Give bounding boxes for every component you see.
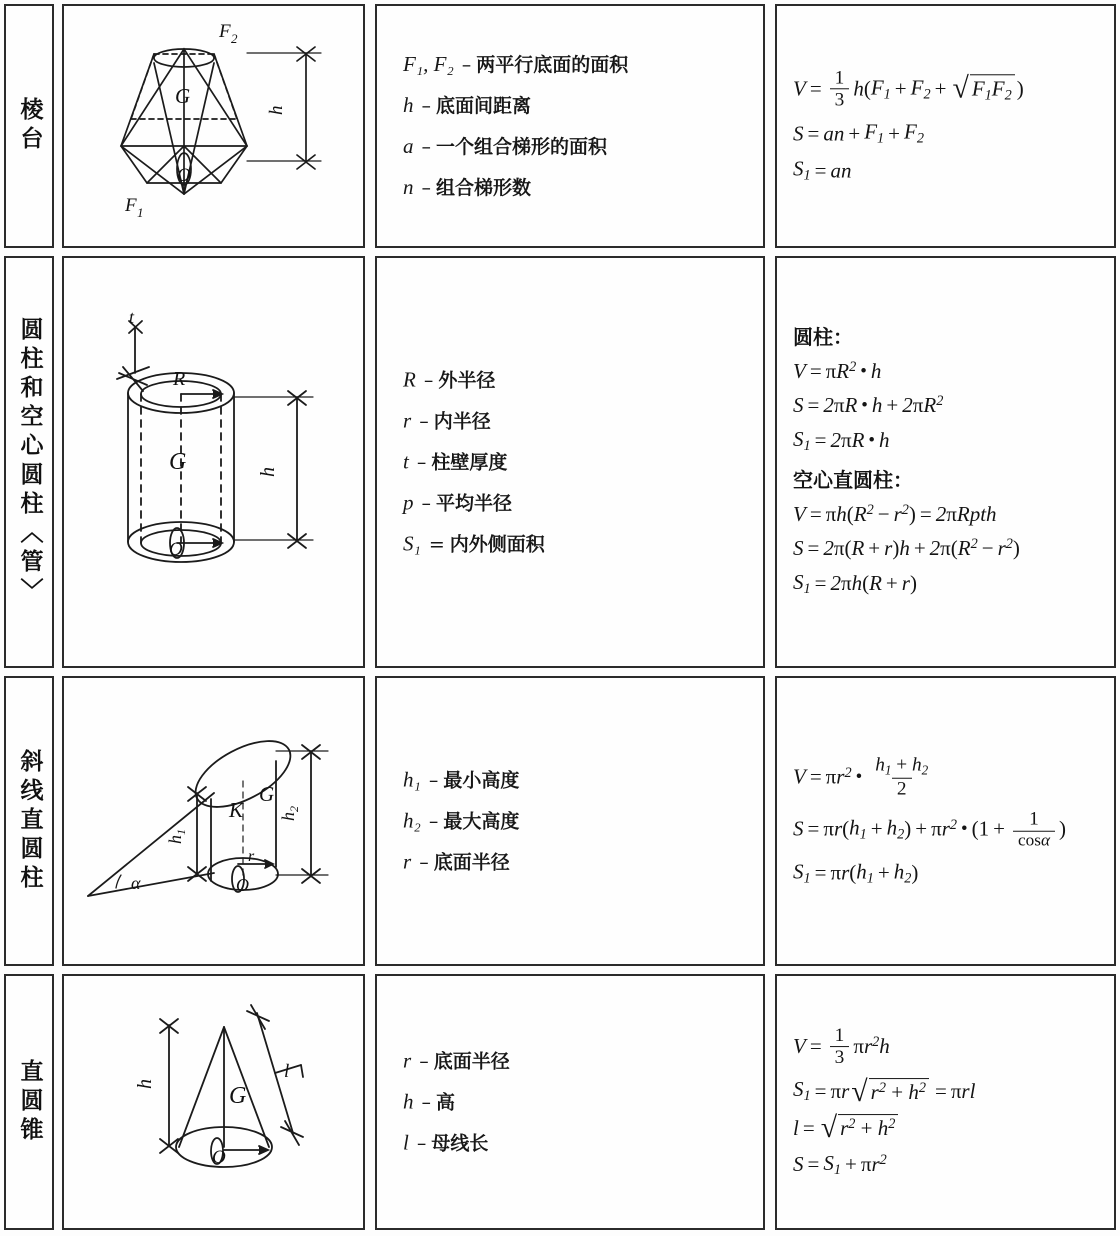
svg-text:O: O: [168, 539, 183, 560]
svg-text:G: G: [174, 84, 190, 108]
formula-list: [793, 746, 1106, 897]
formula-list: [793, 1016, 1106, 1188]
svg-text:h: h: [265, 105, 287, 115]
svg-text:O: O: [176, 165, 191, 186]
svg-text:α: α: [131, 872, 141, 893]
row-name-label: 直圆锥: [16, 1058, 43, 1146]
table-row: [0, 256, 1120, 668]
formula-list: [793, 58, 1106, 193]
formula-line: S = $S_1$ + π $r^2$: [793, 1150, 887, 1178]
row-formulas-cell: [775, 4, 1116, 248]
definition-text: 最大高度: [443, 810, 520, 833]
definition-item: r – 底面半径: [403, 849, 510, 874]
svg-text:K: K: [229, 797, 244, 822]
formula-line: l = √ $r^2 + h^2$: [793, 1115, 1106, 1142]
svg-text:O: O: [236, 874, 249, 895]
hollow-cylinder-figure: [64, 258, 363, 666]
row-definitions-cell: [375, 676, 765, 966]
svg-text:R: R: [172, 368, 185, 390]
formula-line: $S_1$ = π r ( $h_1$ + $h_2$ ): [793, 859, 919, 887]
definition-item: h₂ – 最大高度: [403, 808, 520, 833]
definition-text: 两平行底面的面积: [476, 54, 629, 77]
svg-text:2: 2: [230, 31, 237, 46]
svg-text:t: t: [128, 307, 134, 327]
formula-line: $S_1$ = 2πh ( R + r ): [793, 570, 917, 597]
row-definitions-cell: [375, 4, 765, 248]
definition-symbol: S₁: [403, 531, 421, 556]
definition-text: 底面半径: [433, 1050, 510, 1073]
definition-item: R – 外半径: [403, 367, 496, 392]
definition-item: l – 母线长: [403, 1130, 489, 1155]
row-figure-cell: [62, 676, 365, 966]
definition-item: p – 平均半径: [403, 490, 513, 515]
definition-symbol: p: [403, 490, 414, 515]
table-row: [0, 676, 1120, 966]
formula-list: [793, 317, 1106, 607]
row-figure-cell: [62, 4, 365, 248]
definition-item: h – 底面间距离: [403, 93, 532, 118]
svg-text:h2: $h_2$: [278, 805, 301, 821]
formula-line: V = π $R^2$ • h: [793, 359, 882, 384]
definition-item: t – 柱壁厚度: [403, 449, 508, 474]
definition-symbol: F₁, F₂: [403, 52, 454, 77]
formula-line: V = π h ( $R^2$ − $r^2$ ) = 2πRpth: [793, 502, 997, 526]
row-name-label: 棱台: [16, 97, 43, 155]
frustum-of-pyramid-figure: [64, 6, 363, 246]
definition-symbol: l: [403, 1130, 409, 1155]
definition-symbol: h₁: [403, 767, 421, 792]
row-figure-cell: [62, 974, 365, 1230]
definition-item: n – 组合梯形数: [403, 174, 532, 199]
definition-symbol: a: [403, 134, 414, 158]
row-definitions-cell: [375, 974, 765, 1230]
row-name-cell: [4, 4, 54, 248]
definition-text: 内半径: [433, 410, 491, 433]
definition-text: 底面间距离: [436, 95, 532, 118]
right-cone-figure: [64, 976, 363, 1228]
row-definitions-cell: [375, 256, 765, 668]
formula-line: $S_1$ = 2πR • h: [793, 427, 890, 454]
svg-text:G: G: [259, 781, 275, 806]
definition-text: 一个组合梯形的面积: [436, 136, 608, 158]
svg-text:G: G: [168, 449, 186, 475]
definition-text: 平均半径: [436, 492, 513, 515]
formula-line: $S_1$ = π r √ $r^2 + h^2$ = π rl: [793, 1074, 976, 1108]
definition-symbol: t: [403, 449, 409, 474]
svg-text:h: h: [133, 1078, 156, 1089]
svg-text:O: O: [211, 1146, 226, 1168]
definition-item: F₁, F₂ – 两平行底面的面积: [403, 52, 629, 77]
formula-heading: 圆柱：: [793, 325, 853, 350]
definition-text: 内外侧面积: [449, 533, 545, 556]
row-figure-cell: [62, 256, 365, 668]
svg-text:1: 1: [136, 205, 143, 220]
svg-text:G: G: [228, 1082, 246, 1109]
definition-item: a – 一个组合梯形的面积: [403, 134, 608, 158]
definition-list: [403, 360, 753, 565]
row-formulas-cell: [775, 256, 1116, 668]
svg-text:r: r: [248, 847, 255, 865]
definition-text: 柱壁厚度: [431, 451, 508, 474]
svg-text:h: h: [256, 467, 279, 477]
table-row: [0, 974, 1120, 1230]
row-name-cell: [4, 974, 54, 1230]
row-formulas-cell: [775, 974, 1116, 1230]
definition-text: 底面半径: [433, 851, 510, 874]
svg-text:l: l: [283, 1060, 289, 1082]
formula-heading: 空心直圆柱：: [793, 468, 913, 492]
definition-symbol: r: [403, 408, 412, 433]
definition-item: r – 内半径: [403, 408, 491, 433]
definition-text: 外半径: [438, 369, 496, 392]
definition-item: r – 底面半径: [403, 1048, 510, 1073]
formula-line: $S_1$ = an: [793, 156, 852, 184]
definition-list: [403, 44, 753, 208]
definition-text: 母线长: [431, 1132, 489, 1155]
definition-text: 组合梯形数: [436, 176, 532, 199]
formula-line: V = $\frac{1}{3}$ h ( $F_1$ + $F_2$ + √ $F_1F_2$ ): [793, 67, 1024, 111]
row-name-label: 圆柱和空心圆柱〈管〉: [16, 317, 43, 607]
definition-symbol: h: [403, 93, 414, 118]
definition-item: S₁ = 内外侧面积: [403, 531, 545, 556]
definition-symbol: r: [403, 849, 412, 874]
formula-line: S = 2π ( R + r ) h + 2π ( $R^2$ − $r^2$ ): [793, 536, 1020, 560]
row-name-cell: [4, 676, 54, 966]
definition-list: [403, 760, 753, 883]
definition-symbol: h: [403, 1089, 414, 1114]
definition-symbol: h₂: [403, 808, 421, 833]
svg-text:F: F: [218, 21, 231, 42]
definition-symbol: R: [403, 367, 416, 392]
formula-line: S = 2πR • h + $2\pi R^2$: [793, 393, 944, 418]
definition-item: h₁ – 最小高度: [403, 767, 520, 792]
row-name-label: 斜线直圆柱: [16, 748, 43, 894]
formula-line: S = an + $F_1$ + $F_2$: [793, 119, 924, 147]
definition-item: h – 高: [403, 1089, 456, 1114]
definition-symbol: n: [403, 174, 414, 199]
formula-line: V = π $r^2$ • $\frac{h_1 + h_2}{2}$: [793, 754, 929, 800]
definition-text: 最小高度: [443, 769, 520, 792]
svg-text:h1: $h_1$: [165, 828, 188, 844]
svg-text:F: F: [124, 195, 137, 216]
definition-text: 高: [436, 1091, 456, 1114]
definition-list: [403, 1041, 753, 1164]
row-formulas-cell: [775, 676, 1116, 966]
table-row: [0, 4, 1120, 248]
row-name-cell: [4, 256, 54, 668]
definition-symbol: r: [403, 1048, 412, 1073]
formula-line: S = π r ( $h_1$ + $h_2$ ) + π $r^2$ • ( 1 + $\frac{1}{\cos\alpha}$ ): [793, 809, 1066, 850]
oblique-cut-cylinder-figure: [64, 678, 363, 964]
formula-line: V = $\frac{1}{3}$ π $r^2$ h: [793, 1025, 890, 1069]
